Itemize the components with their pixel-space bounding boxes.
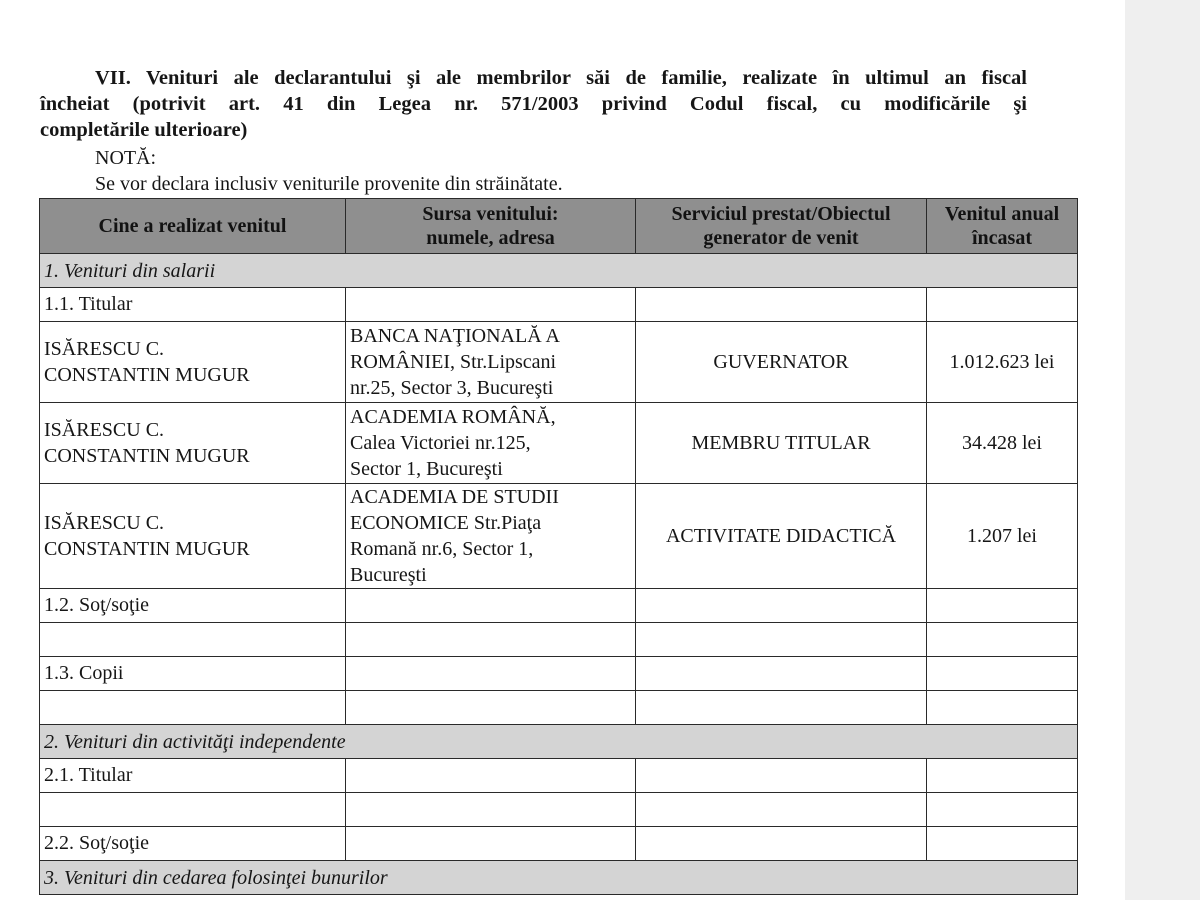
table-row <box>40 589 1078 623</box>
row-label: 1.2. Soţ/soţie <box>40 589 346 623</box>
heading-line-1: VII. Venituri ale declarantului şi ale membrilor săi de familie, realizate în ultimul an fiscal <box>95 67 1027 89</box>
table-row <box>40 403 1078 484</box>
cell-income: 34.428 lei <box>927 403 1078 484</box>
cell-source: ACADEMIA DE STUDII ECONOMICE Str.Piaţa Romană nr.6, Sector 1, Bucureşti <box>346 484 636 589</box>
cell-source: ACADEMIA ROMÂNĂ, Calea Victoriei nr.125, Sector 1, Bucureşti <box>346 403 636 484</box>
table-row <box>40 288 1078 322</box>
section-title: 3. Venituri din cedarea folosinţei bunurilor <box>40 861 1078 895</box>
header-income: Venitul anual încasat <box>927 199 1078 254</box>
header-source: Sursa venitului: numele, adresa <box>346 199 636 254</box>
cell-service: GUVERNATOR <box>636 322 927 403</box>
header-who: Cine a realizat venitul <box>40 199 346 254</box>
row-label: 2.1. Titular <box>40 759 346 793</box>
section-heading <box>40 65 1027 143</box>
table-row <box>40 322 1078 403</box>
heading-line-2: încheiat (potrivit art. 41 din Legea nr. 571/2003 privind Codul fiscal, cu modificările şi <box>40 93 1027 115</box>
heading-line-3: completările ulterioare) <box>40 119 248 141</box>
cell-who: ISĂRESCU C. CONSTANTIN MUGUR <box>40 322 346 403</box>
note-label: NOTĂ: <box>95 147 157 169</box>
income-table <box>39 198 1078 895</box>
cell-service: ACTIVITATE DIDACTICĂ <box>636 484 927 589</box>
note-text: Se vor declara inclusiv veniturile provenite din străinătate. <box>95 173 563 195</box>
row-label: 1.1. Titular <box>40 288 346 322</box>
table-row <box>40 623 1078 657</box>
table-row <box>40 793 1078 827</box>
table-row <box>40 484 1078 589</box>
section-row-assets-use <box>40 861 1078 895</box>
header-service: Serviciul prestat/Obiectul generator de venit <box>636 199 927 254</box>
cell-income: 1.012.623 lei <box>927 322 1078 403</box>
section-title: 1. Venituri din salarii <box>40 254 1078 288</box>
cell-service: MEMBRU TITULAR <box>636 403 927 484</box>
row-label: 2.2. Soţ/soţie <box>40 827 346 861</box>
table-row <box>40 759 1078 793</box>
table-row <box>40 691 1078 725</box>
cell-who: ISĂRESCU C. CONSTANTIN MUGUR <box>40 403 346 484</box>
table-header-row <box>40 199 1078 254</box>
row-label: 1.3. Copii <box>40 657 346 691</box>
section-row-salaries <box>40 254 1078 288</box>
cell-income: 1.207 lei <box>927 484 1078 589</box>
section-row-independent <box>40 725 1078 759</box>
table-row <box>40 827 1078 861</box>
section-title: 2. Venituri din activităţi independente <box>40 725 1078 759</box>
cell-source: BANCA NAŢIONALĂ A ROMÂNIEI, Str.Lipscani nr.25, Sector 3, Bucureşti <box>346 322 636 403</box>
side-panel <box>1125 0 1200 900</box>
cell-who: ISĂRESCU C. CONSTANTIN MUGUR <box>40 484 346 589</box>
table-row <box>40 657 1078 691</box>
